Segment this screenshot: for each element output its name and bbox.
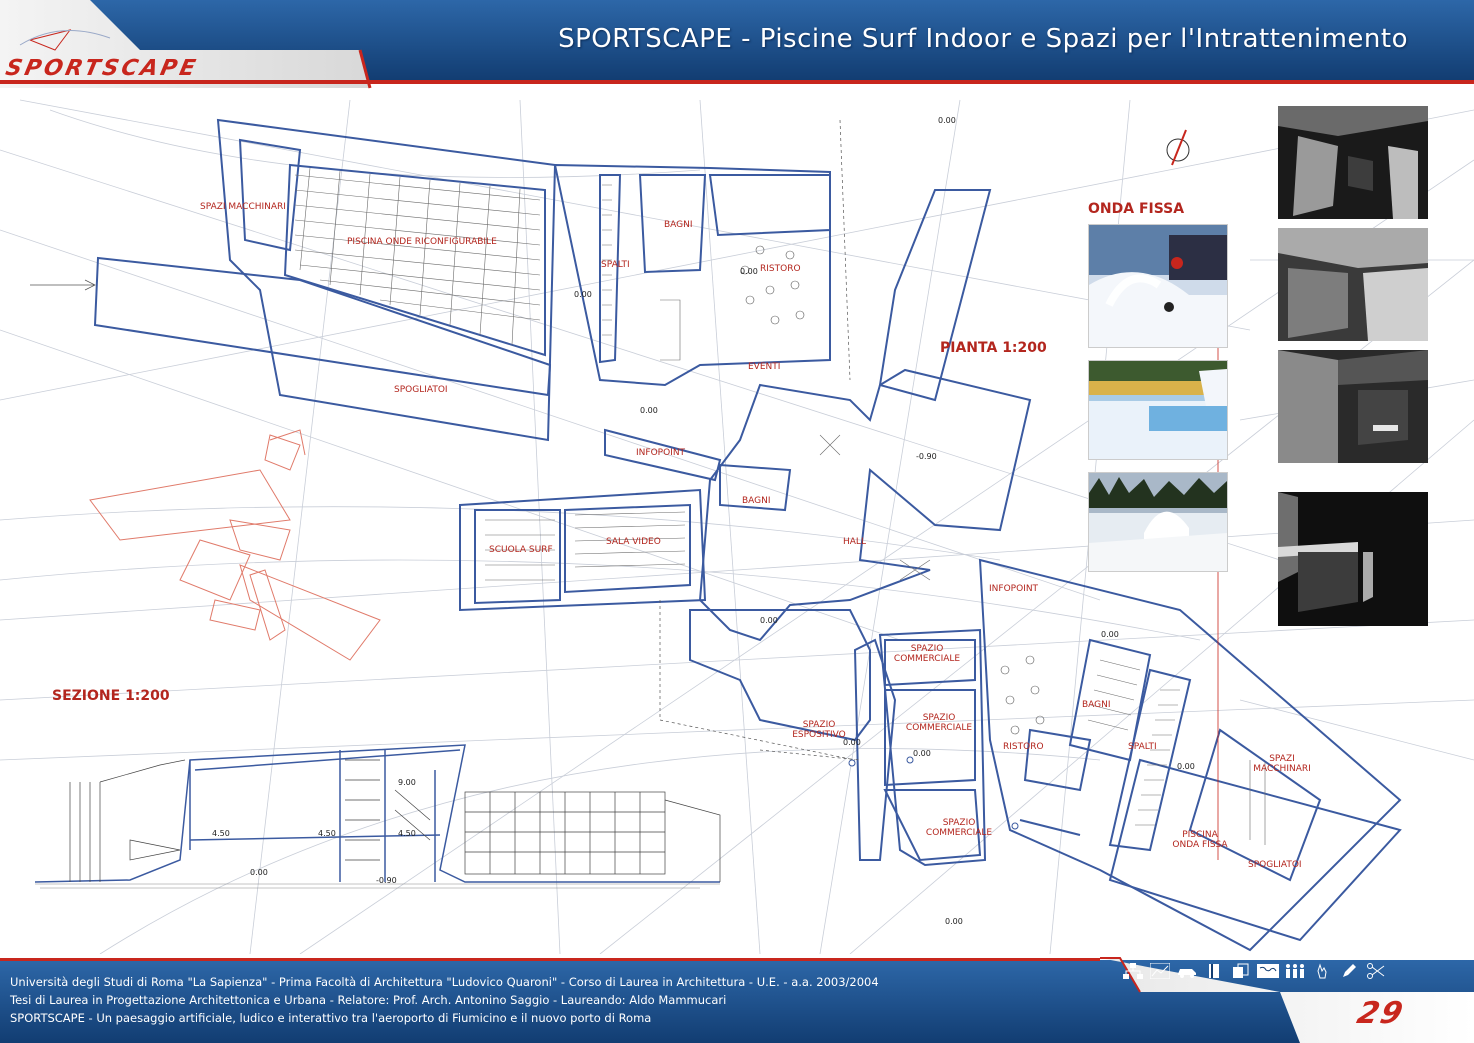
elevation-mark: 0.00 (1101, 630, 1119, 639)
render-interior-3 (1278, 350, 1428, 463)
elevation-mark: 0.00 (843, 738, 861, 747)
section-elevation-mark: 4.50 (318, 829, 336, 838)
label-spazio-commerciale: SPAZIO COMMERCIALE (925, 818, 993, 838)
label-spazio-espositivo: SPAZIO ESPOSITIVO (792, 720, 846, 740)
label-ristoro: RISTORO (760, 264, 801, 274)
label-bagni: BAGNI (664, 220, 693, 230)
section-elevation-mark: -0.90 (376, 876, 397, 885)
label-spazio-commerciale: SPAZIO COMMERCIALE (905, 713, 973, 733)
scissors-icon[interactable] (1365, 962, 1387, 980)
label-spogliatoi: SPOGLIATOI (1248, 860, 1302, 870)
plan-drawing (0, 92, 1474, 954)
footer-project-line: SPORTSCAPE - Un paesaggio artificiale, ludico e interattivo tra l'aeroporto di Fiumicino e il nuovo porto di Roma (10, 1011, 652, 1025)
footer (0, 954, 1474, 1043)
pen-icon[interactable] (1338, 962, 1360, 980)
elevation-mark: 0.00 (574, 290, 592, 299)
page-title: SPORTSCAPE - Piscine Surf Indoor e Spazi per l'Intrattenimento (558, 24, 1408, 54)
label-piscina-onda-fissa: PISCINA ONDA FISSA (1172, 830, 1228, 850)
elevation-mark: 0.00 (913, 749, 931, 758)
car-icon[interactable] (1176, 962, 1198, 980)
book-icon[interactable] (1203, 962, 1225, 980)
label-infopoint: INFOPOINT (989, 584, 1039, 594)
elevation-mark: 0.00 (1177, 762, 1195, 771)
label-spazio-commerciale: SPAZIO COMMERCIALE (893, 644, 961, 664)
elevation-mark: -0.90 (916, 452, 937, 461)
header-banner (0, 0, 1474, 92)
label-eventi: EVENTI (748, 362, 781, 372)
section-elevation-mark: 0.00 (250, 868, 268, 877)
photo-surfer (1088, 224, 1228, 348)
section-scale-title: SEZIONE 1:200 (52, 688, 170, 704)
elevation-mark: 0.00 (945, 917, 963, 926)
photo-snow-pool (1088, 360, 1228, 460)
plan-drawing-area (0, 92, 1474, 954)
label-bagni: BAGNI (742, 496, 771, 506)
chart-icon[interactable] (1149, 962, 1171, 980)
photo-snow-wave (1088, 472, 1228, 572)
label-spalti: SPALTI (1128, 742, 1157, 752)
plan-scale-title: PIANTA 1:200 (940, 340, 1047, 356)
logo: SPORTSCAPE (3, 56, 201, 81)
render-interior-1 (1278, 106, 1428, 219)
footer-university-line: Università degli Studi di Roma "La Sapienza" - Prima Facoltà di Architettura "Ludovico Quaroni" - Corso di Laurea in Architettura - U.E. - a.a. 2003/2004 (10, 975, 879, 989)
label-ristoro: RISTORO (1003, 742, 1044, 752)
elevation-mark: 0.00 (640, 406, 658, 415)
label-spazi-macchinari: SPAZI MACCHINARI (1253, 754, 1311, 774)
hand-icon[interactable] (1311, 962, 1333, 980)
label-scuola-surf: SCUOLA SURF (489, 545, 553, 555)
onda-fissa-title: ONDA FISSA (1088, 201, 1185, 217)
toolbar-icons (1122, 962, 1387, 982)
elevation-mark: 0.00 (938, 116, 956, 125)
label-spogliatoi: SPOGLIATOI (394, 385, 448, 395)
section-elevation-mark: 4.50 (398, 829, 416, 838)
label-hall: HALL (843, 537, 866, 547)
label-sala-video: SALA VIDEO (606, 537, 661, 547)
render-interior-2 (1278, 228, 1428, 341)
page-number: 29 (1353, 996, 1409, 1031)
label-spazi-macchinari: SPAZI MACCHINARI (200, 202, 286, 212)
docs-icon[interactable] (1230, 962, 1252, 980)
label-bagni: BAGNI (1082, 700, 1111, 710)
label-spalti: SPALTI (601, 260, 630, 270)
footer-thesis-line: Tesi di Laurea in Progettazione Architettonica e Urbana - Relatore: Prof. Arch. Antonino Saggio - Laureando: Aldo Mammucari (10, 993, 727, 1007)
map-icon[interactable] (1257, 962, 1279, 980)
label-infopoint: INFOPOINT (636, 448, 686, 458)
elevation-mark: 0.00 (740, 267, 758, 276)
label-piscina-onde: PISCINA ONDE RICONFIGURABILE (347, 237, 497, 247)
render-interior-4 (1278, 492, 1428, 626)
sitemap-icon[interactable] (1122, 962, 1144, 980)
elevation-mark: 0.00 (760, 616, 778, 625)
section-elevation-mark: 4.50 (212, 829, 230, 838)
people-icon[interactable] (1284, 962, 1306, 980)
section-elevation-mark: 9.00 (398, 778, 416, 787)
